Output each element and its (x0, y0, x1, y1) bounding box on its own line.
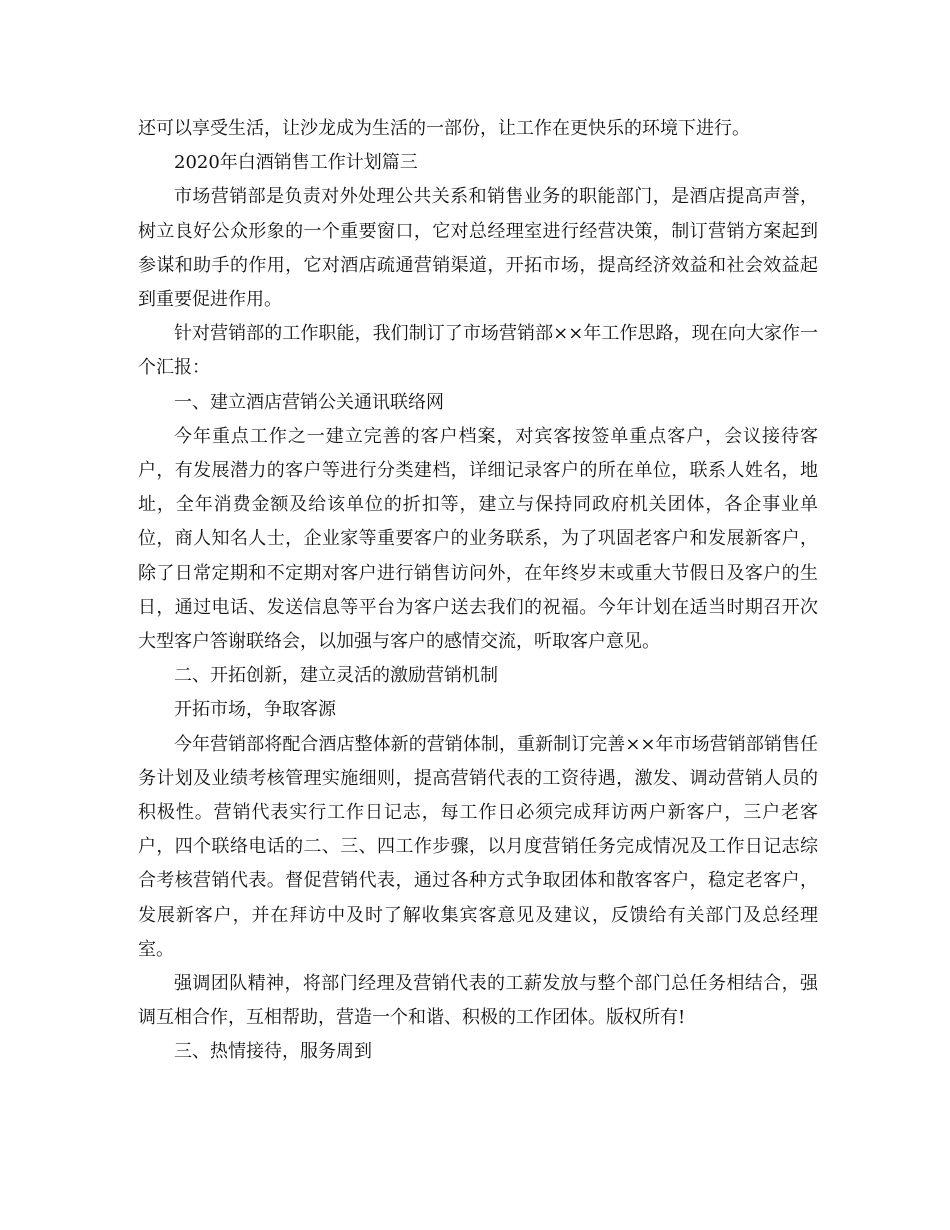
heading-3: 三、热情接待，服务周到 (174, 1041, 372, 1063)
paragraph: 强调团队精神，将部门经理及营销代表的工薪发放与整个部门总任务相结合，强调互相合作，互相帮助，营造一个和谐、积极的工作团体。版权所有! (138, 973, 818, 1029)
paragraph: 针对营销部的工作职能，我们制订了市场营销部××年工作思路，现在向大家作一个汇报： (138, 323, 818, 379)
heading-1: 一、建立酒店营销公关通讯联络网 (174, 391, 444, 413)
paragraph: 今年营销部将配合酒店整体新的营销体制，重新制订完善××年市场营销部销售任务计划及业绩考核管理实施细则，提高营销代表的工资待遇，激发、调动营销人员的积极性。营销代表实行工作日记志，每工作日必须完成拜访两户新客户，三户老客户，四个联络电话的二、三、四工作步骤，以月度营销任务完成情况及工作日记志综合考核营销代表。督促营销代表，通过各种方式争取团体和散客客户，稳定老客户，发展新客户，并在拜访中及时了解收集宾客意见及建议，反馈给有关部门及总经理室。 (138, 733, 818, 960)
paragraph: 市场营销部是负责对外处理公共关系和销售业务的职能部门，是酒店提高声誉，树立良好公众形象的一个重要窗口，它对总经理室进行经营决策，制订营销方案起到参谋和助手的作用，它对酒店疏通营销渠道，开拓市场，提高经济效益和社会效益起到重要促进作用。 (138, 186, 818, 311)
document-body (138, 112, 818, 1070)
heading-2: 二、开拓创新，建立灵活的激励营销机制 (174, 665, 498, 687)
subheading: 开拓市场，争取客源 (174, 699, 336, 721)
paragraph: 今年重点工作之一建立完善的客户档案，对宾客按签单重点客户，会议接待客户，有发展潜力的客户等进行分类建档，详细记录客户的所在单位，联系人姓名，地址，全年消费金额及给该单位的折扣等，建立与保持同政府机关团体，各企事业单位，商人知名人士，企业家等重要客户的业务联系，为了巩固老客户和发展新客户，除了日常定期和不定期对客户进行销售访问外，在年终岁末或重大节假日及客户的生日，通过电话、发送信息等平台为客户送去我们的祝福。今年计划在适当时期召开次大型客户答谢联络会，以加强与客户的感情交流，听取客户意见。 (138, 425, 818, 653)
section-title: 2020年白酒销售工作计划篇三 (174, 152, 418, 174)
paragraph-continuation: 还可以享受生活，让沙龙成为生活的一部份，让工作在更快乐的环境下进行。 (138, 118, 750, 139)
